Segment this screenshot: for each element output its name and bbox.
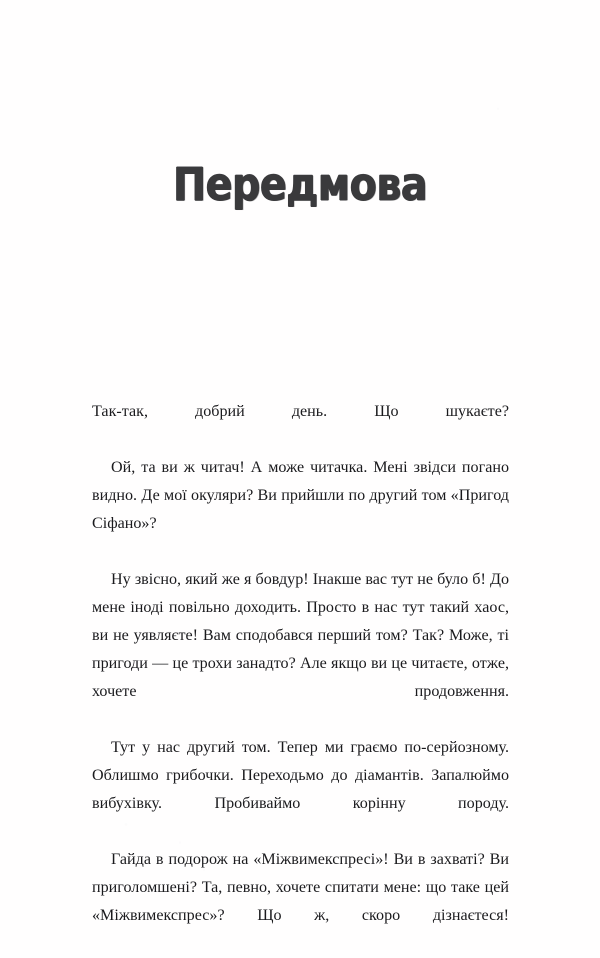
chapter-title-container (0, 132, 600, 238)
paragraph: Ой, та ви ж читач! А може читачка. Мені звідси погано видно. Де мої окуляри? Ви прийшли по другий том «Пригод Сіфано»? (92, 459, 509, 532)
paragraph: Тут у нас другий том. Тепер ми граємо по-серйозному. Облишмо грибочки. Переходьмо до діамантів. Запалюймо вибухівку. Пробиваймо корінну породу. (92, 739, 509, 812)
paragraph: Ну звісно, який же я бовдур! Інакше вас тут не було б! До мене іноді повільно доходить. Просто в нас тут такий хаос, ви не уявляєте! Вам сподобався перший том? Так? Може, ті пригоди — це трохи занадто? Але якщо ви це читаєте, отже, хочете продовження. (92, 571, 509, 700)
paragraph: Так-так, добрий день. Що шукаєте? (92, 403, 509, 420)
paragraph: Гайда в подорож на «Міжвимекспресі»! Ви в захваті? Ви приголомшені? Та, певно, хочете спитати мене: що таке цей «Міжвимекспрес»? Що ж, скоро дізнаєтеся! (92, 851, 509, 924)
body-text-block (92, 398, 509, 958)
page-title: Передмова (172, 158, 428, 212)
